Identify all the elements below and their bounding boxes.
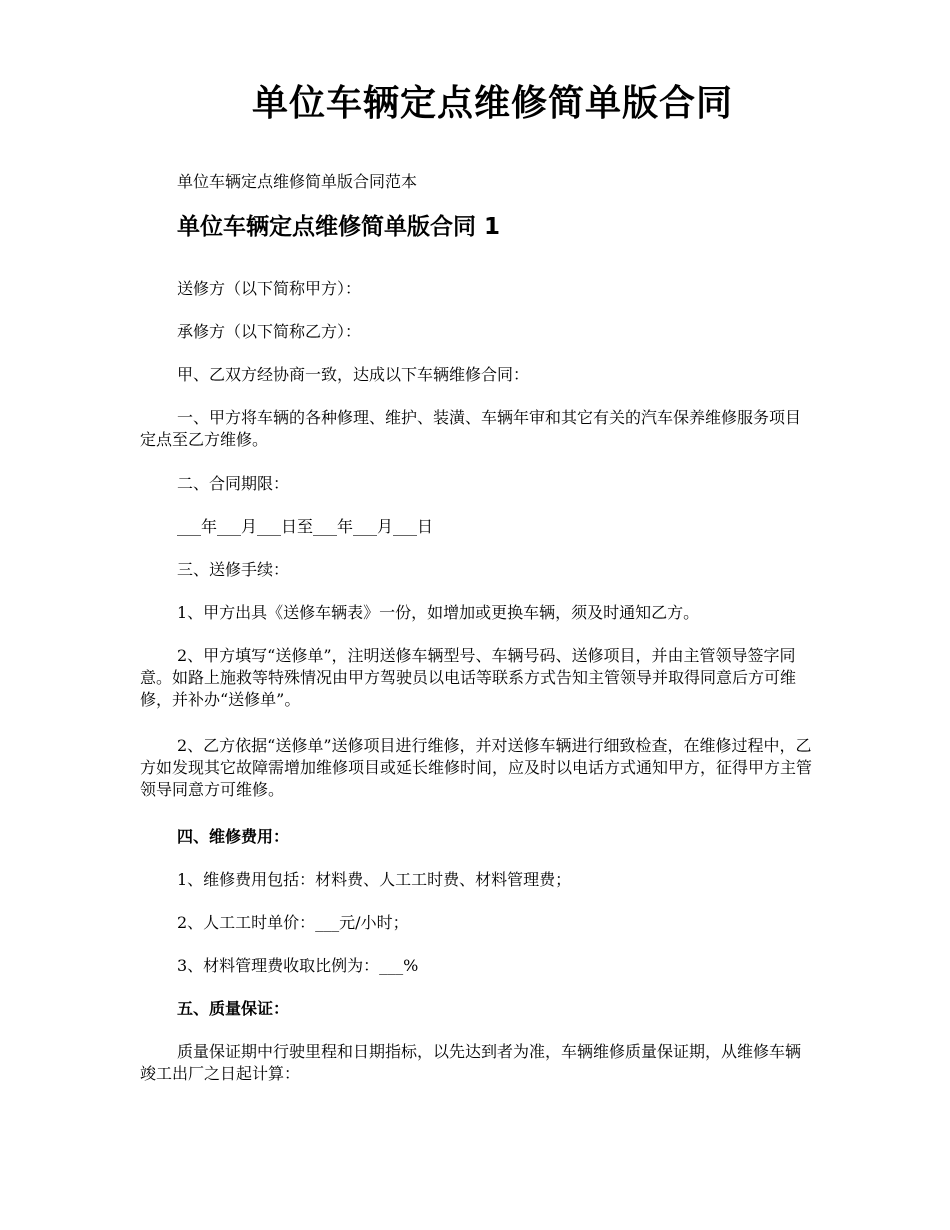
party-a-line: 送修方（以下简称甲方）： <box>177 279 362 298</box>
fee-item-2: 2、人工工时单价：___元/小时； <box>177 913 409 932</box>
fee-item-3: 3、材料管理费收取比例为：___% <box>177 956 419 975</box>
fee-item-1: 1、维修费用包括：材料费、人工工时费、材料管理费； <box>177 870 572 889</box>
agreement-intro: 甲、乙双方经协商一致，达成以下车辆维修合同： <box>177 365 530 384</box>
document-intro: 单位车辆定点维修简单版合同范本 <box>177 172 418 191</box>
section-2-heading: 二、合同期限： <box>177 474 290 493</box>
procedure-2: 2、甲方填写“送修单”，注明送修车辆型号、车辆号码、送修项目，并由主管领导签字同意。如路上施救等特殊情况由甲方驾驶员以电话等联系方式告知主管领导并取得同意后方可维修，并补办“送修单”。 <box>140 646 797 709</box>
quality-guarantee: 质量保证期中行驶里程和日期指标，以先达到者为准，车辆维修质量保证期，从维修车辆竣工出厂之日起计算： <box>140 1042 802 1083</box>
contract-subtitle: 单位车辆定点维修简单版合同 1 <box>177 214 501 240</box>
procedure-1: 1、甲方出具《送修车辆表》一份，如增加或更换车辆，须及时通知乙方。 <box>177 603 700 622</box>
document-title: 单位车辆定点维修简单版合同 <box>251 83 733 124</box>
section-5-heading: 五、质量保证： <box>177 999 290 1018</box>
party-b-line: 承修方（以下简称乙方）： <box>177 322 362 341</box>
section-3-heading: 三、送修手续： <box>177 560 290 579</box>
clause-1: 一、甲方将车辆的各种修理、维护、装潢、车辆年审和其它有关的汽车保养维修服务项目定点至乙方维修。 <box>140 408 802 449</box>
procedure-3: 2、乙方依据“送修单”送修项目进行维修，并对送修车辆进行细致检查，在维修过程中，乙方如发现其它故障需增加维修项目或延长维修时间，应及时以电话方式通知甲方，征得甲方主管领导同意方可维修。 <box>140 736 813 799</box>
contract-period: ___年___月___日至___年___月___日 <box>177 517 434 536</box>
section-4-heading: 四、维修费用： <box>177 827 290 846</box>
